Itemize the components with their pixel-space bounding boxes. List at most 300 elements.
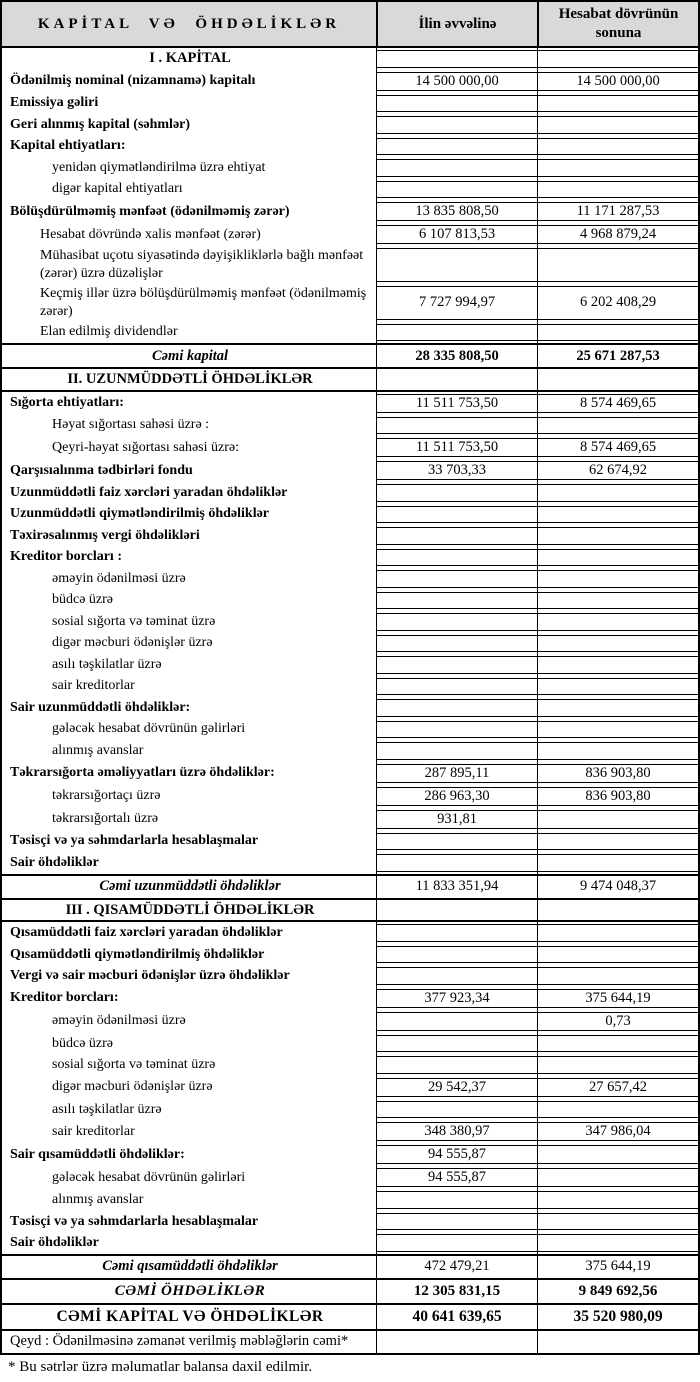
value-cell-period-end <box>538 1331 698 1353</box>
table-row <box>2 1143 698 1166</box>
row-label: II. UZUNMÜDDƏTLİ ÖHDƏLİKLƏR <box>67 371 313 388</box>
value-column-period-end <box>537 1120 698 1143</box>
value-cell-year-start <box>377 1012 537 1031</box>
value-column-year-start <box>376 1189 537 1211</box>
value-cell-year-start <box>377 721 537 739</box>
value-column-period-end <box>537 1076 698 1099</box>
row-label: Bölüşdürülməmiş mənfəət (ödənilməmiş zərər) <box>10 203 290 219</box>
value-column-year-start <box>376 1143 537 1166</box>
value-cell-year-start <box>377 506 537 524</box>
value-cell-year-start <box>377 833 537 851</box>
table-row <box>2 719 698 741</box>
value-cell-year-start <box>377 967 537 985</box>
table-row <box>2 415 698 437</box>
table-header-row <box>2 2 698 48</box>
value-column-year-start <box>376 568 537 590</box>
value-cell-period-end <box>538 1168 698 1187</box>
value-column-period-end <box>537 70 698 93</box>
value-cell-year-start <box>377 1331 537 1353</box>
value-cell-year-start <box>377 159 537 177</box>
table-row <box>2 762 698 785</box>
value-column-period-end <box>537 1256 698 1278</box>
value-column-year-start <box>376 93 537 115</box>
table-row <box>2 1254 698 1278</box>
table-row <box>2 965 698 987</box>
value-cell-year-start <box>377 417 537 435</box>
value-column-year-start <box>376 48 537 70</box>
value-column-period-end <box>537 415 698 437</box>
value-column-year-start <box>376 392 537 415</box>
value-column-period-end <box>537 965 698 987</box>
value-column-period-end <box>537 392 698 415</box>
value-cell-period-end <box>538 946 698 964</box>
row-label: Kreditor borcları : <box>10 549 122 565</box>
value-cell-period-end: 375 644,19 <box>538 989 698 1008</box>
value-column-period-end <box>537 1054 698 1076</box>
table-row <box>2 547 698 569</box>
table-row <box>2 1054 698 1076</box>
value-cell-period-end <box>538 248 698 282</box>
header-period-end-column: Hesabat dövrünün sonuna <box>537 2 698 46</box>
value-cell-year-start <box>377 95 537 113</box>
table-row <box>2 633 698 655</box>
row-label: Kapital ehtiyatları: <box>10 138 126 154</box>
value-column-year-start <box>376 1054 537 1076</box>
value-cell-period-end <box>538 527 698 545</box>
value-cell-year-start <box>377 635 537 653</box>
row-label: büdcə üzrə <box>52 592 114 608</box>
row-label: Vergi və sair məcburi ödənişlər üzrə öhdəliklər <box>10 968 290 984</box>
value-column-year-start <box>376 284 537 322</box>
value-cell-year-start <box>377 678 537 696</box>
value-cell-period-end: 0,73 <box>538 1012 698 1031</box>
value-cell-year-start: 94 555,87 <box>377 1168 537 1187</box>
value-cell-year-start: 28 335 808,50 <box>415 347 499 364</box>
value-cell-year-start <box>377 1101 537 1119</box>
table-row <box>2 70 698 93</box>
value-cell-period-end <box>538 854 698 872</box>
value-cell-year-start <box>377 1234 537 1252</box>
value-column-year-start <box>376 1331 537 1353</box>
row-label: Sair öhdəliklər <box>10 1235 99 1251</box>
value-column-year-start <box>376 1076 537 1099</box>
value-cell-year-start <box>377 138 537 156</box>
value-cell-period-end: 347 986,04 <box>538 1122 698 1141</box>
value-column-period-end <box>537 284 698 322</box>
table-row <box>2 1033 698 1055</box>
table-row <box>2 136 698 158</box>
row-label: digər məcburi ödənişlər üzrə <box>52 635 213 651</box>
table-row <box>2 343 698 367</box>
row-label: sosial sığorta və təminat üzrə <box>52 613 216 629</box>
value-column-period-end <box>537 1033 698 1055</box>
value-cell-year-start <box>377 527 537 545</box>
value-column-period-end <box>537 1189 698 1211</box>
value-column-year-start <box>376 1305 537 1329</box>
table-row <box>2 831 698 853</box>
value-column-year-start <box>376 436 537 459</box>
value-cell-period-end: 8 574 469,65 <box>538 394 698 413</box>
row-label: gələcək hesabat dövrünün gəlirləri <box>52 721 246 737</box>
value-column-year-start <box>376 944 537 966</box>
value-column-period-end <box>537 944 698 966</box>
table-row <box>2 1303 698 1329</box>
table-row <box>2 987 698 1010</box>
table-row <box>2 611 698 633</box>
table-row <box>2 48 698 70</box>
value-cell-period-end: 375 644,19 <box>585 1258 651 1275</box>
value-column-year-start <box>376 900 537 921</box>
row-label: sair kreditorlar <box>52 678 135 694</box>
header-capital-liabilities: KAPİTAL VƏ ÖHDƏLİKLƏR <box>37 15 341 32</box>
row-label: Elan edilmiş dividendlər <box>40 324 178 340</box>
value-cell-period-end <box>538 967 698 985</box>
table-row <box>2 1166 698 1189</box>
value-column-period-end <box>537 246 698 284</box>
table-row <box>2 93 698 115</box>
row-label: digər kapital ehtiyatları <box>52 181 183 197</box>
value-cell-year-start: 472 479,21 <box>424 1258 490 1275</box>
value-cell-period-end: 8 574 469,65 <box>538 438 698 457</box>
row-label: Təsisçi və ya səhmdarlarla hesablaşmalar <box>10 1213 259 1229</box>
row-label: Qeyd : Ödənilməsinə zəmanət verilmiş məbləğlərin cəmi* <box>10 1333 349 1350</box>
table-row <box>2 114 698 136</box>
value-cell-year-start: 11 511 753,50 <box>377 438 537 457</box>
row-label: təkrarsığortalı üzrə <box>52 811 159 827</box>
value-cell-period-end <box>538 417 698 435</box>
row-label: Sair qısamüddətli öhdəliklər: <box>10 1146 185 1162</box>
value-column-year-start <box>376 179 537 201</box>
value-cell-period-end <box>538 833 698 851</box>
value-column-year-start <box>376 322 537 344</box>
table-row <box>2 676 698 698</box>
table-row <box>2 179 698 201</box>
value-cell-year-start: 11 833 351,94 <box>415 878 499 895</box>
table-row <box>2 697 698 719</box>
value-cell-year-start: 6 107 813,53 <box>377 225 537 244</box>
value-column-year-start <box>376 590 537 612</box>
table-row <box>2 808 698 831</box>
table-row <box>2 590 698 612</box>
value-cell-period-end <box>538 369 698 390</box>
table-row <box>2 1076 698 1099</box>
row-label: Cəmi uzunmüddətli öhdəliklər <box>99 878 281 895</box>
table-row <box>2 525 698 547</box>
row-label: Emissiya gəliri <box>10 95 99 111</box>
value-cell-period-end: 25 671 287,53 <box>576 347 660 364</box>
value-column-period-end <box>537 697 698 719</box>
value-cell-period-end <box>538 678 698 696</box>
value-cell-year-start <box>377 324 537 342</box>
value-column-period-end <box>537 93 698 115</box>
value-column-period-end <box>537 1143 698 1166</box>
value-cell-period-end: 6 202 408,29 <box>538 286 698 320</box>
value-cell-period-end <box>538 1234 698 1252</box>
value-column-year-start <box>376 852 537 874</box>
value-column-year-start <box>376 633 537 655</box>
value-cell-period-end <box>538 484 698 502</box>
value-cell-year-start <box>377 369 537 390</box>
table-row <box>2 1278 698 1303</box>
value-column-year-start <box>376 1010 537 1033</box>
value-cell-period-end <box>538 324 698 342</box>
value-cell-period-end <box>538 924 698 942</box>
value-column-period-end <box>537 568 698 590</box>
table-row <box>2 898 698 923</box>
table-row <box>2 482 698 504</box>
value-column-period-end <box>537 369 698 390</box>
value-cell-period-end <box>538 159 698 177</box>
table-row <box>2 322 698 344</box>
value-cell-period-end <box>538 1056 698 1074</box>
value-cell-period-end <box>538 742 698 760</box>
value-column-year-start <box>376 504 537 526</box>
table-row <box>2 1189 698 1211</box>
value-column-period-end <box>537 1099 698 1121</box>
value-column-period-end <box>537 1232 698 1254</box>
value-cell-year-start <box>377 854 537 872</box>
table-row <box>2 367 698 392</box>
value-column-year-start <box>376 922 537 944</box>
table-row <box>2 284 698 322</box>
value-column-period-end <box>537 157 698 179</box>
value-column-period-end <box>537 740 698 762</box>
value-cell-period-end <box>538 549 698 567</box>
value-cell-year-start: 94 555,87 <box>377 1145 537 1164</box>
value-cell-year-start: 931,81 <box>377 810 537 829</box>
table-row <box>2 459 698 482</box>
value-column-period-end <box>537 1280 698 1303</box>
value-column-period-end <box>537 504 698 526</box>
value-cell-year-start <box>377 1191 537 1209</box>
value-column-year-start <box>376 1211 537 1233</box>
value-column-year-start <box>376 525 537 547</box>
value-cell-period-end <box>538 181 698 199</box>
value-column-year-start <box>376 345 537 367</box>
row-label: Kreditor borcları: <box>10 990 119 1006</box>
value-cell-year-start <box>377 1213 537 1231</box>
row-label: digər məcburi ödənişlər üzrə <box>52 1079 213 1095</box>
row-label: Təxirəsalınmış vergi öhdəlikləri <box>10 527 200 543</box>
value-cell-period-end <box>538 95 698 113</box>
table-row <box>2 1120 698 1143</box>
value-column-year-start <box>376 114 537 136</box>
value-cell-period-end <box>538 900 698 921</box>
value-cell-year-start <box>377 570 537 588</box>
value-column-period-end <box>537 136 698 158</box>
row-label: alınmış avanslar <box>52 1192 144 1208</box>
value-column-period-end <box>537 1010 698 1033</box>
value-column-period-end <box>537 876 698 898</box>
table-row <box>2 504 698 526</box>
value-cell-year-start <box>377 742 537 760</box>
value-cell-period-end <box>538 592 698 610</box>
table-row <box>2 654 698 676</box>
value-cell-year-start <box>377 900 537 921</box>
value-cell-year-start: 40 641 639,65 <box>412 1307 502 1325</box>
value-column-period-end <box>537 200 698 223</box>
value-column-period-end <box>537 987 698 1010</box>
table-row <box>2 200 698 223</box>
value-cell-year-start: 33 703,33 <box>377 461 537 480</box>
value-column-period-end <box>537 831 698 853</box>
value-cell-year-start: 14 500 000,00 <box>377 72 537 91</box>
value-column-year-start <box>376 876 537 898</box>
table-row <box>2 1232 698 1254</box>
value-column-period-end <box>537 223 698 246</box>
header-year-start-column: İlin əvvəlinə <box>376 2 537 46</box>
value-column-period-end <box>537 762 698 785</box>
value-cell-year-start: 7 727 994,97 <box>377 286 537 320</box>
value-cell-year-start <box>377 946 537 964</box>
value-column-period-end <box>537 345 698 367</box>
value-cell-period-end: 62 674,92 <box>538 461 698 480</box>
table-row <box>2 922 698 944</box>
row-label: Uzunmüddətli qiymətləndirilmiş öhdəliklər <box>10 506 270 522</box>
row-label: Qarşısıalınma tədbirləri fondu <box>10 462 193 478</box>
value-cell-year-start <box>377 549 537 567</box>
value-column-period-end <box>537 900 698 921</box>
value-column-year-start <box>376 965 537 987</box>
value-cell-period-end: 9 474 048,37 <box>579 878 657 895</box>
value-column-year-start <box>376 808 537 831</box>
value-cell-period-end <box>538 116 698 134</box>
value-column-year-start <box>376 740 537 762</box>
value-column-year-start <box>376 459 537 482</box>
value-cell-year-start: 286 963,30 <box>377 787 537 806</box>
value-column-period-end <box>537 808 698 831</box>
row-label: Sığorta ehtiyatları: <box>10 395 124 411</box>
value-cell-period-end <box>538 1035 698 1053</box>
value-cell-year-start <box>377 116 537 134</box>
row-label: sosial sığorta və təminat üzrə <box>52 1057 216 1073</box>
value-column-period-end <box>537 611 698 633</box>
table-row <box>2 874 698 898</box>
value-column-year-start <box>376 654 537 676</box>
value-cell-period-end <box>538 721 698 739</box>
value-cell-period-end <box>538 1213 698 1231</box>
value-cell-year-start: 348 380,97 <box>377 1122 537 1141</box>
value-column-year-start <box>376 1232 537 1254</box>
value-cell-period-end: 4 968 879,24 <box>538 225 698 244</box>
row-label: Təsisçi və ya səhmdarlarla hesablaşmalar <box>10 833 259 849</box>
value-column-year-start <box>376 415 537 437</box>
row-label: Mühasibat uçotu siyasətində dəyişikliklərlə bağlı mənfəət (zərər) üzrə düzəlişlər <box>40 248 364 281</box>
table-body <box>2 48 698 1353</box>
value-cell-year-start <box>377 592 537 610</box>
value-column-year-start <box>376 157 537 179</box>
value-column-year-start <box>376 547 537 569</box>
row-label: asılı təşkilatlar üzrə <box>52 656 162 672</box>
value-cell-period-end <box>538 570 698 588</box>
value-cell-period-end: 836 903,80 <box>538 764 698 783</box>
table-row <box>2 1010 698 1033</box>
value-column-year-start <box>376 482 537 504</box>
row-label: təkrarsığortaçı üzrə <box>52 788 161 804</box>
value-column-period-end <box>537 436 698 459</box>
value-column-period-end <box>537 676 698 698</box>
value-cell-period-end <box>538 138 698 156</box>
value-column-year-start <box>376 1120 537 1143</box>
value-column-year-start <box>376 246 537 284</box>
value-column-period-end <box>537 654 698 676</box>
value-cell-year-start <box>377 699 537 717</box>
value-column-year-start <box>376 785 537 808</box>
row-label: Ödənilmiş nominal (nizamnamə) kapitalı <box>10 73 256 89</box>
value-column-period-end <box>537 852 698 874</box>
value-cell-period-end <box>538 613 698 631</box>
value-cell-year-start <box>377 484 537 502</box>
table-row <box>2 944 698 966</box>
row-label: Təkrarsığorta əməliyyatları üzrə öhdəliklər: <box>10 765 275 781</box>
row-label: Sair uzunmüddətli öhdəliklər: <box>10 699 191 715</box>
row-label: I . KAPİTAL <box>149 50 231 67</box>
table-row <box>2 568 698 590</box>
row-label: əməyin ödənilməsi üzrə <box>52 570 186 586</box>
value-column-year-start <box>376 676 537 698</box>
table-row <box>2 785 698 808</box>
row-label: sair kreditorlar <box>52 1123 135 1139</box>
value-column-period-end <box>537 179 698 201</box>
value-cell-period-end <box>538 699 698 717</box>
row-label: Uzunmüddətli faiz xərcləri yaradan öhdəliklər <box>10 484 288 500</box>
value-column-period-end <box>537 590 698 612</box>
row-label: Qeyri-həyat sığortası sahəsi üzrə: <box>52 439 239 455</box>
row-label: büdcə üzrə <box>52 1035 114 1051</box>
row-label: CƏMİ KAPİTAL VƏ ÖHDƏLİKLƏR <box>56 1307 324 1325</box>
value-cell-period-end: 836 903,80 <box>538 787 698 806</box>
value-column-year-start <box>376 697 537 719</box>
table-row <box>2 852 698 874</box>
row-label: alınmış avanslar <box>52 742 144 758</box>
table-row <box>2 157 698 179</box>
value-column-period-end <box>537 1166 698 1189</box>
value-column-period-end <box>537 547 698 569</box>
value-column-year-start <box>376 70 537 93</box>
table-row <box>2 436 698 459</box>
value-cell-year-start: 29 542,37 <box>377 1078 537 1097</box>
value-column-year-start <box>376 1099 537 1121</box>
table-row <box>2 1099 698 1121</box>
value-column-period-end <box>537 1211 698 1233</box>
table-row <box>2 246 698 284</box>
value-cell-period-end <box>538 50 698 68</box>
value-column-year-start <box>376 1033 537 1055</box>
value-cell-period-end <box>538 656 698 674</box>
value-cell-year-start <box>377 50 537 68</box>
value-column-year-start <box>376 1256 537 1278</box>
value-cell-period-end <box>538 506 698 524</box>
row-label: əməyin ödənilməsi üzrə <box>52 1013 186 1029</box>
value-cell-year-start: 12 305 831,15 <box>413 1282 501 1299</box>
value-cell-year-start: 287 895,11 <box>377 764 537 783</box>
value-cell-year-start <box>377 248 537 282</box>
value-column-period-end <box>537 48 698 70</box>
value-column-period-end <box>537 1305 698 1329</box>
value-column-year-start <box>376 987 537 1010</box>
value-column-year-start <box>376 223 537 246</box>
table-row <box>2 740 698 762</box>
row-label: Keçmiş illər üzrə bölüşdürülməmiş mənfəət (ödənilməmiş zərər) <box>40 285 367 319</box>
value-column-year-start <box>376 831 537 853</box>
value-cell-period-end <box>538 635 698 653</box>
value-column-year-start <box>376 1280 537 1303</box>
row-label: Qısamüddətli faiz xərcləri yaradan öhdəliklər <box>10 925 283 941</box>
value-cell-year-start <box>377 1035 537 1053</box>
table-row <box>2 392 698 415</box>
value-cell-year-start: 11 511 753,50 <box>377 394 537 413</box>
value-cell-period-end <box>538 1191 698 1209</box>
